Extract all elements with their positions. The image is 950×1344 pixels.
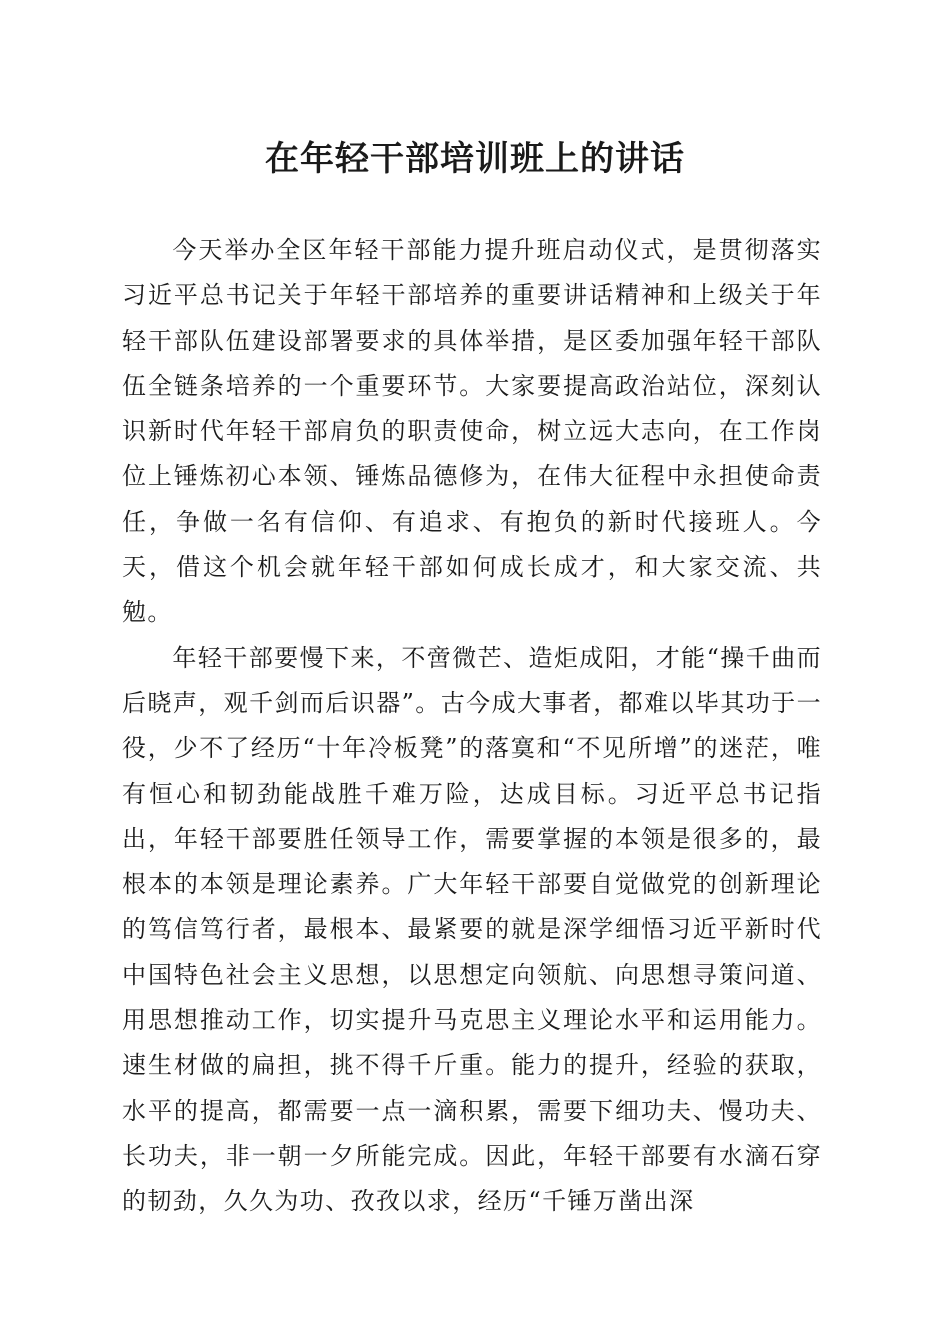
paragraph: 今天举办全区年轻干部能力提升班启动仪式，是贯彻落实习近平总书记关于年轻干部培养的重要讲话精神和上级关于年轻干部队伍建设部署要求的具体举措，是区委加强年轻干部队伍全链条培养的一个重要环节。大家要提高政治站位，深刻认识新时代年轻干部肩负的职责使命，树立远大志向，在工作岗位上锤炼初心本领、锤炼品德修为，在伟大征程中永担使命责任，争做一名有信仰、有追求、有抱负的新时代接班人。今天，借这个机会就年轻干部如何成长成才，和大家交流、共勉。: [122, 236, 822, 627]
paragraph: 年轻干部要慢下来，不啻微芒、造炬成阳，才能“操千曲而后晓声，观千剑而后识器”。古今成大事者，都难以毕其功于一役，少不了经历“十年冷板凳”的落寞和“不见所增”的迷茫，唯有恒心和韧劲能战胜千难万险，达成目标。习近平总书记指出，年轻干部要胜任领导工作，需要掌握的本领是很多的，最根本的本领是理论素养。广大年轻干部要自觉做党的创新理论的笃信笃行者，最根本、最紧要的就是深学细悟习近平新时代中国特色社会主义思想，以思想定向领航、向思想寻策问道、用思想推动工作，切实提升马克思主义理论水平和运用能力。速生材做的扁担，挑不得千斤重。能力的提升，经验的获取，水平的提高，都需要一点一滴积累，需要下细功夫、慢功夫、长功夫，非一朝一夕所能完成。因此，年轻干部要有水滴石穿的韧劲，久久为功、孜孜以求，经历“千锤万凿出深: [122, 643, 822, 1216]
document-title: 在年轻干部培训班上的讲话: [265, 139, 685, 179]
document-body: [122, 228, 822, 1225]
